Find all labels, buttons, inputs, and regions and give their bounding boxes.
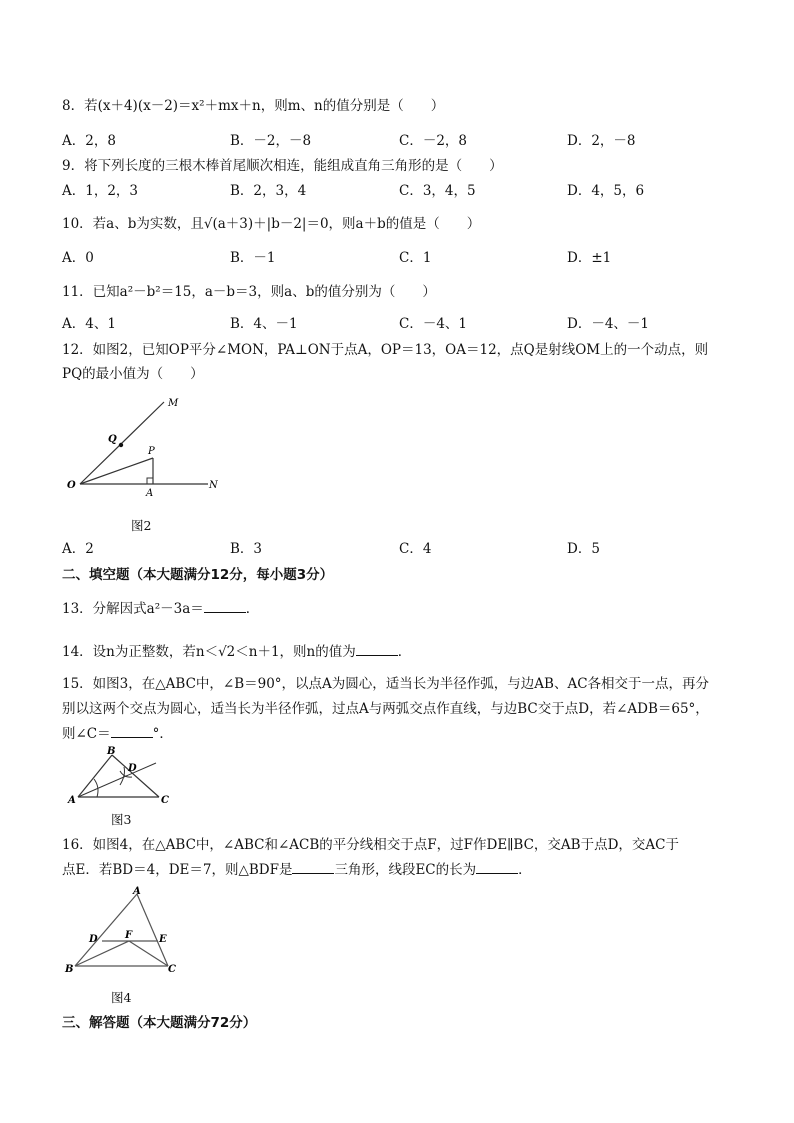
- q15-line3-end: °．: [152, 726, 173, 742]
- q14-end: ．: [397, 644, 412, 660]
- q9-option-c: C．3，4，5: [399, 183, 476, 199]
- segment-ab: [78, 755, 112, 797]
- q10-stem: 10．若a、b为实数，且√(a＋3)＋|b－2|＝0，则a＋b的值是（ ）: [62, 216, 481, 232]
- figure-3-caption: 图3: [111, 812, 132, 827]
- q15-line3: [62, 725, 173, 743]
- q12-option-d: D．5: [567, 541, 600, 557]
- q9-stem: 9．将下列长度的三根木棒首尾顺次相连，能组成直角三角形的是（ ）: [62, 158, 503, 174]
- point-q: [119, 443, 123, 447]
- label-n: N: [209, 480, 218, 491]
- label-b: B: [107, 746, 116, 757]
- figure-2-caption: 图2: [131, 518, 152, 533]
- label-d: D: [89, 934, 98, 945]
- label-e: E: [159, 934, 167, 945]
- segment-op: [80, 458, 153, 484]
- section-fill-in-heading: 二、填空题（本大题满分12分，每小题3分）: [62, 567, 334, 583]
- q16-line2-start: 点E．若BD＝4，DE＝7，则△BDF是: [62, 862, 293, 878]
- q13-line: [62, 600, 259, 618]
- q11-option-d: D．－4、－1: [567, 316, 650, 332]
- line-ad: [78, 763, 156, 797]
- segment-bf: [75, 941, 129, 966]
- q16-answer-blank-2: [476, 861, 518, 874]
- q8-option-d: D．2，－8: [567, 133, 636, 149]
- q13-end: ．: [245, 601, 260, 617]
- q12-stem-line2: PQ的最小值为（ ）: [62, 366, 204, 382]
- section-answer-heading: 三、解答题（本大题满分72分）: [62, 1015, 257, 1031]
- q14-answer-blank: [356, 643, 398, 656]
- q12-option-a: A．2: [62, 541, 94, 557]
- segment-bc: [112, 755, 159, 797]
- label-b: B: [65, 964, 74, 975]
- label-q: Q: [108, 434, 117, 445]
- q16-line2: [62, 861, 532, 879]
- q15-line3-start: 则∠C＝: [62, 726, 111, 742]
- label-p: P: [148, 446, 155, 457]
- q14-line: [62, 643, 411, 661]
- label-m: M: [168, 398, 179, 409]
- q10-option-c: C．1: [399, 250, 432, 266]
- q8-option-c: C．－2，8: [399, 133, 468, 149]
- q9-option-d: D．4，5，6: [567, 183, 645, 199]
- label-a: A: [146, 488, 154, 499]
- q11-option-b: B．4、－1: [230, 316, 298, 332]
- figure-4-caption: 图4: [111, 990, 132, 1005]
- q16-line2-end: ．: [518, 862, 532, 878]
- q10-option-d: D．±1: [567, 250, 612, 266]
- ray-om: [80, 402, 164, 484]
- q11-stem: 11．已知a²－b²＝15，a－b＝3，则a、b的值分别为（ ）: [62, 284, 436, 300]
- q10-option-a: A．0: [62, 250, 94, 266]
- right-angle-mark: [147, 478, 153, 484]
- q9-option-b: B．2，3，4: [230, 183, 307, 199]
- q15-answer-blank: [111, 725, 153, 738]
- q12-stem-line1: 12．如图2，已知OP平分∠MON，PA⊥ON于点A，OP＝13，OA＝12，点Q是射线OM上的一个动点，则: [62, 342, 709, 358]
- q11-option-c: C．－4、1: [399, 316, 468, 332]
- q8-option-b: B．－2，－8: [230, 133, 312, 149]
- figure-2: [60, 392, 230, 504]
- q16-line2-mid: 三角形，线段EC的长为: [334, 862, 477, 878]
- q14-text: 14．设n为正整数，若n＜√2＜n＋1，则n的值为: [62, 644, 356, 660]
- figure-3: [64, 745, 184, 807]
- q16-answer-blank-1: [292, 861, 334, 874]
- q10-option-b: B．－1: [230, 250, 276, 266]
- q15-line1: 15．如图3，在△ABC中，∠B＝90°，以点A为圆心，适当长为半径作弧，与边AB、AC各相交于一点，再分: [62, 676, 710, 692]
- q12-option-b: B．3: [230, 541, 263, 557]
- label-f: F: [125, 930, 133, 941]
- label-a: A: [133, 886, 141, 897]
- segment-ac: [137, 894, 168, 966]
- q16-line1: 16．如图4，在△ABC中，∠ABC和∠ACB的平分线相交于点F，过F作DE∥BC，交AB于点D，交AC于: [62, 837, 679, 853]
- q8-option-a: A．2，8: [62, 133, 116, 149]
- q9-option-a: A．1，2，3: [62, 183, 139, 199]
- q12-option-c: C．4: [399, 541, 432, 557]
- label-a: A: [68, 795, 76, 806]
- figure-4: [62, 886, 187, 978]
- q13-answer-blank: [204, 600, 246, 613]
- q8-stem: 8．若(x＋4)(x－2)＝x²＋mx＋n，则m、n的值分别是（ ）: [62, 98, 445, 114]
- arc-intersection-2: [120, 767, 125, 785]
- q15-line2: 别以这两个交点为圆心，适当长为半径作弧，过点A与两弧交点作直线，与边BC交于点D，若∠ADB＝65°，: [62, 701, 709, 717]
- q13-text: 13．分解因式a²－3a＝: [62, 601, 204, 617]
- label-c: C: [168, 964, 176, 975]
- arc-a: [94, 779, 98, 797]
- q11-option-a: A．4、1: [62, 316, 116, 332]
- label-c: C: [161, 795, 169, 806]
- label-o: O: [67, 480, 76, 491]
- label-d: D: [128, 763, 137, 774]
